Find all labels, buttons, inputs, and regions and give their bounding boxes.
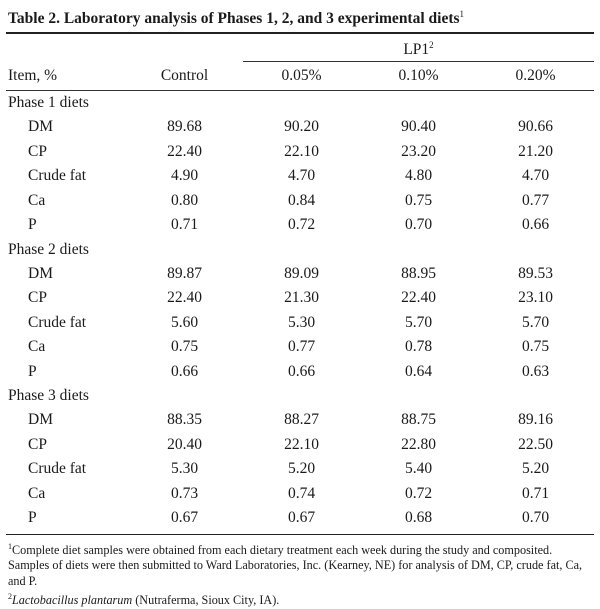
- table-body: [6, 91, 594, 531]
- table-cell-value: 0.70: [521, 509, 550, 526]
- table-cell-value: 0.78: [404, 338, 433, 355]
- table-cell-value: 0.67: [170, 509, 199, 526]
- table-cell-value: 22.80: [401, 435, 436, 453]
- table-cell-value: 88.35: [167, 411, 202, 428]
- table-cell-value: 22.10: [284, 142, 319, 160]
- row-item-label: Crude fat: [28, 460, 87, 477]
- table-document: [6, 0, 594, 609]
- table-cell-value: 0.66: [521, 216, 550, 233]
- phase-header-row: [6, 384, 594, 408]
- row-item-label: P: [28, 216, 37, 233]
- table-cell-value: 20.40: [167, 435, 202, 453]
- table-row: [6, 408, 594, 433]
- table-cell-value: 5.70: [521, 313, 550, 331]
- table-cell-value: 4.80: [404, 167, 433, 184]
- table-cell-value: 88.75: [401, 411, 436, 428]
- table-cell-value: 5.70: [404, 313, 433, 331]
- table-cell-value: 0.80: [170, 191, 199, 209]
- lp1-header-text: LP1: [403, 41, 430, 58]
- table-cell-value: 0.63: [521, 362, 550, 380]
- table-cell-value: 0.77: [287, 338, 316, 355]
- row-item-label: P: [28, 362, 37, 380]
- footnote-2-marker: 2: [8, 592, 12, 601]
- table-cell-value: 0.74: [287, 484, 316, 502]
- table-cell-value: 0.70: [404, 216, 433, 233]
- column-header-005: 0.05%: [281, 67, 322, 84]
- table-cell-value: 89.68: [167, 118, 202, 135]
- table-cell-value: 22.40: [401, 289, 436, 306]
- footnote-2-text: (Nutraferma, Sioux City, IA).: [132, 593, 280, 607]
- phase-header-row: [6, 238, 594, 262]
- table-cell-value: 5.30: [287, 313, 316, 331]
- row-item-label: Ca: [28, 338, 46, 355]
- phase-label: Phase 2 diets: [8, 240, 89, 258]
- table-row: [6, 262, 594, 287]
- table-row: [6, 311, 594, 336]
- phase-header-row: [6, 91, 594, 115]
- lp1-header: [243, 34, 594, 62]
- row-item-label: CP: [28, 289, 47, 306]
- table-cell-value: 89.87: [167, 264, 202, 282]
- table-cell-value: 90.20: [284, 118, 319, 135]
- table-cell-value: 0.66: [170, 362, 199, 380]
- footnote-2-species: Lactobacillus plantarum: [12, 593, 133, 607]
- table-cell-value: 4.70: [287, 167, 316, 184]
- table-cell-value: 0.67: [287, 509, 316, 526]
- phase-label: Phase 1 diets: [8, 94, 89, 111]
- row-item-label: DM: [28, 118, 53, 135]
- table-cell-value: 5.60: [170, 313, 199, 331]
- table-cell-value: 5.40: [404, 460, 433, 477]
- table-cell-value: 0.75: [521, 338, 550, 355]
- row-item-label: CP: [28, 435, 47, 453]
- row-item-label: Ca: [28, 484, 46, 502]
- table-cell-value: 0.72: [287, 216, 316, 233]
- table-cell-value: 0.72: [404, 484, 433, 502]
- table-cell-value: 22.40: [167, 142, 202, 160]
- table-cell-value: 5.30: [170, 460, 199, 477]
- title-footnote-marker: 1: [459, 9, 465, 19]
- row-item-label: DM: [28, 411, 53, 428]
- lp1-header-underline: [243, 34, 594, 62]
- table-row: [6, 433, 594, 458]
- table-cell-value: 0.71: [521, 484, 550, 502]
- table-cell-value: 89.53: [518, 264, 553, 282]
- column-header-row: [6, 62, 594, 91]
- table-row: [6, 286, 594, 311]
- column-header-010: 0.10%: [398, 67, 439, 84]
- column-header-control: Control: [160, 67, 209, 84]
- table-cell-value: 5.20: [521, 460, 550, 477]
- diet-analysis-table: [6, 34, 594, 531]
- table-row: [6, 213, 594, 238]
- table-row: [6, 335, 594, 360]
- table-cell-value: 0.77: [521, 191, 550, 209]
- table-row: [6, 140, 594, 165]
- table-cell-value: 23.20: [401, 142, 436, 160]
- bottom-rule: [6, 534, 594, 535]
- table-title: [6, 3, 594, 30]
- row-item-label: DM: [28, 264, 53, 282]
- table-cell-value: 22.40: [167, 289, 202, 306]
- table-cell-value: 4.70: [521, 167, 550, 184]
- table-cell-value: 5.20: [287, 460, 316, 477]
- footnote-1-text: Complete diet samples were obtained from each dietary treatment each week during the study and composited. Samples of diets were then submitted to Ward Laboratories, Inc. (Kearney, NE) for analysis of DM, CP, crude fat, Ca, and P.: [8, 542, 583, 588]
- row-item-label: CP: [28, 142, 47, 160]
- table-cell-value: 89.09: [284, 264, 319, 282]
- table-cell-value: 0.68: [404, 509, 433, 526]
- row-item-label: Ca: [28, 191, 46, 209]
- table-row: [6, 482, 594, 507]
- table-cell-value: 90.40: [401, 118, 436, 135]
- table-cell-value: 0.75: [404, 191, 433, 209]
- table-row: [6, 506, 594, 531]
- table-row: [6, 164, 594, 189]
- lp1-footnote-marker: 2: [429, 40, 434, 50]
- table-cell-value: 4.90: [170, 167, 199, 184]
- table-cell-value: 21.30: [284, 289, 319, 306]
- table-cell-value: 90.66: [518, 118, 553, 135]
- table-cell-value: 0.71: [170, 216, 199, 233]
- footnote-1-marker: 1: [8, 541, 12, 551]
- table-cell-value: 88.95: [401, 264, 436, 282]
- phase-label: Phase 3 diets: [8, 387, 89, 404]
- table-cell-value: 22.10: [284, 435, 319, 453]
- footnote-1: [8, 539, 594, 590]
- group-header-row: [6, 34, 594, 62]
- table-cell-value: 0.66: [287, 362, 316, 380]
- column-header-item: Item, %: [8, 67, 58, 84]
- table-title-text: Table 2. Laboratory analysis of Phases 1, 2, and 3 experimental diets: [8, 10, 460, 27]
- table-row: [6, 189, 594, 214]
- footnotes: [6, 539, 594, 609]
- row-item-label: Crude fat: [28, 167, 87, 184]
- table-row: [6, 360, 594, 385]
- column-header-020: 0.20%: [515, 67, 556, 84]
- row-item-label: P: [28, 509, 37, 526]
- table-row: [6, 115, 594, 140]
- table-cell-value: 22.50: [518, 435, 553, 453]
- footnote-2: [8, 589, 594, 609]
- table-cell-value: 0.73: [170, 484, 199, 502]
- table-cell-value: 23.10: [518, 289, 553, 306]
- row-item-label: Crude fat: [28, 313, 87, 331]
- table-cell-value: 0.84: [287, 191, 316, 209]
- table-cell-value: 0.64: [404, 362, 433, 380]
- table-cell-value: 21.20: [518, 142, 553, 160]
- table-cell-value: 0.75: [170, 338, 199, 355]
- table-cell-value: 89.16: [518, 411, 553, 428]
- table-row: [6, 457, 594, 482]
- table-cell-value: 88.27: [284, 411, 319, 428]
